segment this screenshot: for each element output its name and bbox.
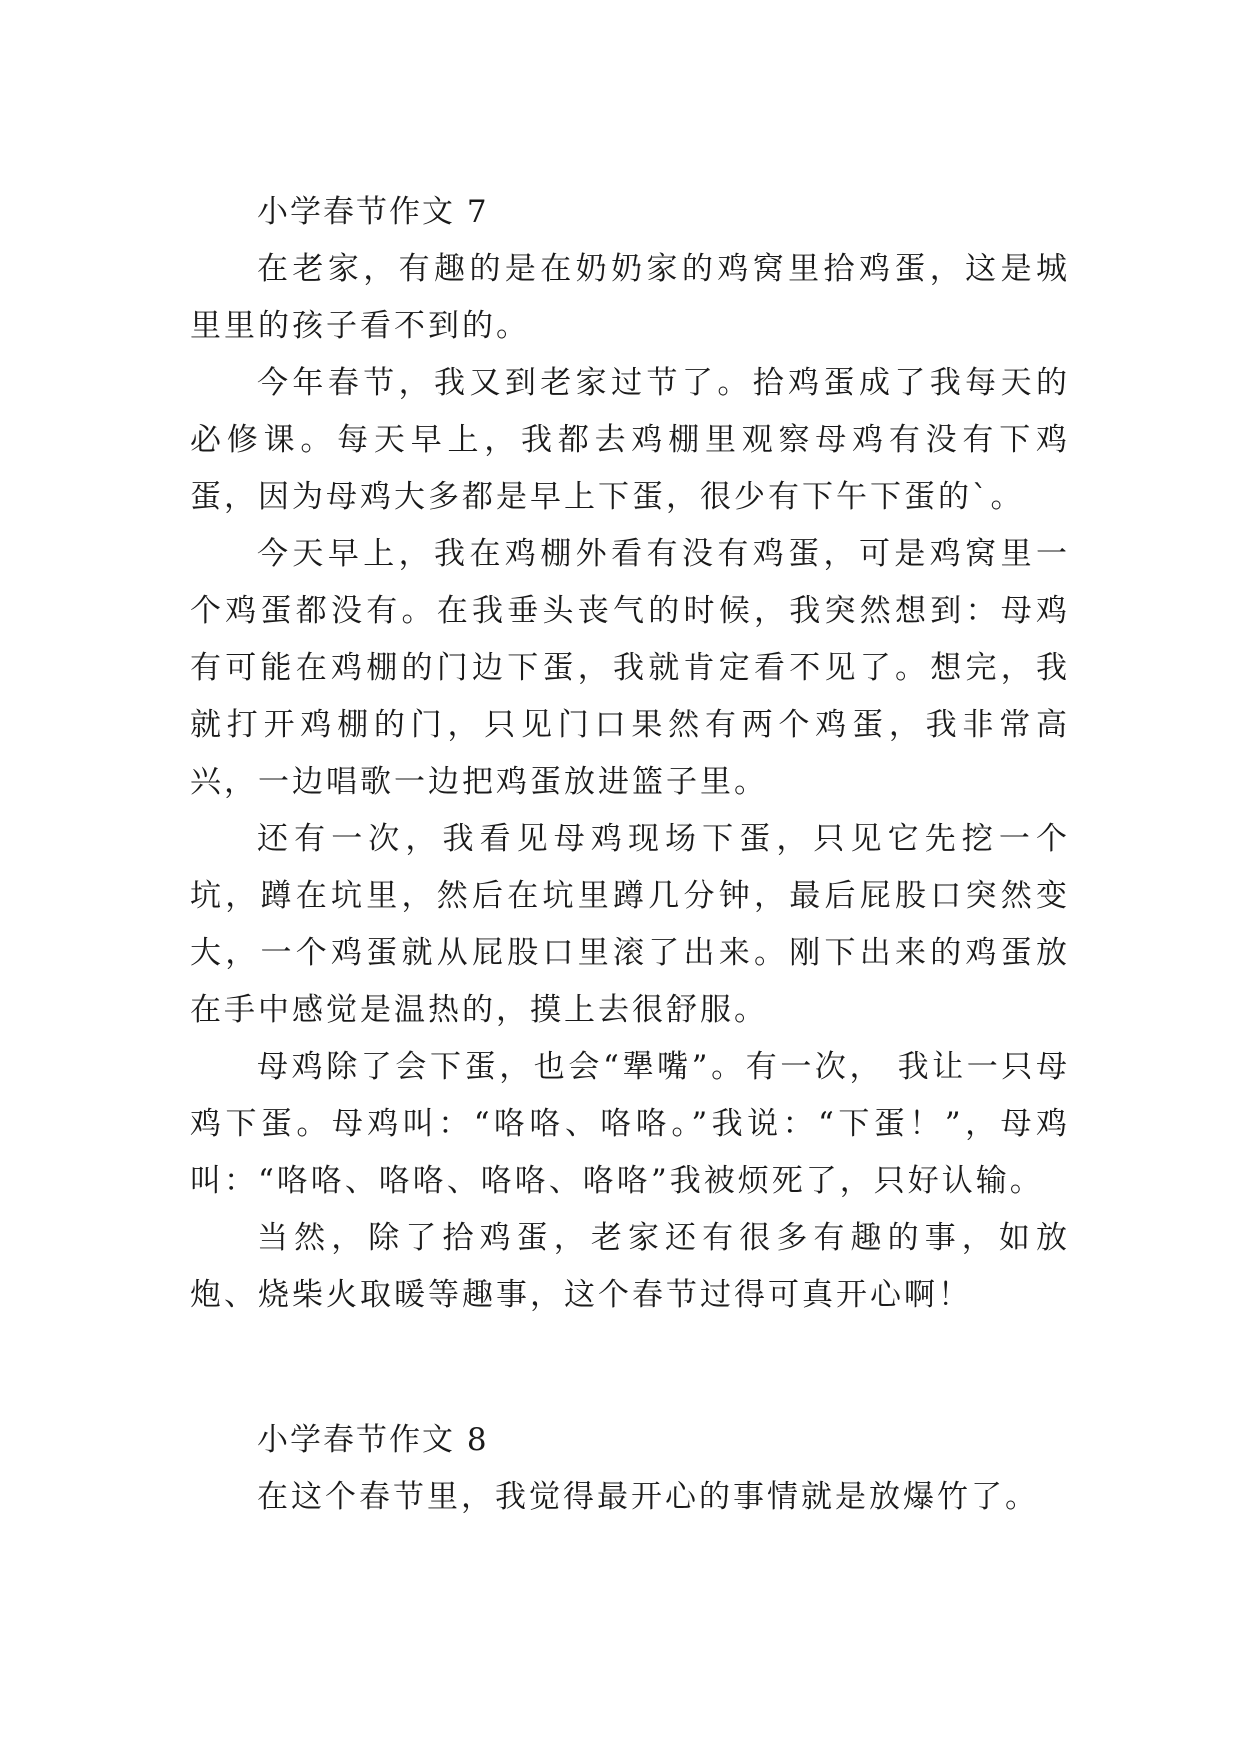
essay-paragraph: 在老家，有趣的是在奶奶家的鸡窝里拾鸡蛋，这是城里里的孩子看不到的。 — [190, 251, 1070, 344]
essay-paragraph: 母鸡除了会下蛋，也会“犟嘴”。有一次， 我让一只母鸡下蛋。母鸡叫：“咯咯、咯咯。”我说：“下蛋！”，母鸡叫：“咯咯、咯咯、咯咯、咯咯”我被烦死了，只好认输。 — [190, 1049, 1070, 1199]
essay-title: 小学春节作文 8 — [257, 1422, 489, 1458]
essay-paragraph: 当然，除了拾鸡蛋，老家还有很多有趣的事，如放炮、烧柴火取暖等趣事，这个春节过得可真开心啊！ — [190, 1220, 1070, 1313]
essay-section — [190, 1412, 1070, 1526]
essay-paragraph: 今年春节，我又到老家过节了。拾鸡蛋成了我每天的必修课。每天早上，我都去鸡棚里观察母鸡有没有下鸡蛋，因为母鸡大多都是早上下蛋，很少有下午下蛋的`。 — [190, 365, 1070, 515]
essay-paragraph: 还有一次，我看见母鸡现场下蛋，只见它先挖一个坑，蹲在坑里，然后在坑里蹲几分钟，最后屁股口突然变大，一个鸡蛋就从屁股口里滚了出来。刚下出来的鸡蛋放在手中感觉是温热的，摸上去很舒服。 — [190, 821, 1070, 1028]
essay-section — [190, 184, 1070, 1324]
essay-paragraph: 今天早上，我在鸡棚外看有没有鸡蛋，可是鸡窝里一个鸡蛋都没有。在我垂头丧气的时候，我突然想到：母鸡有可能在鸡棚的门边下蛋，我就肯定看不见了。想完，我就打开鸡棚的门，只见门口果然有两个鸡蛋，我非常高兴，一边唱歌一边把鸡蛋放进篮子里。 — [190, 536, 1070, 800]
essay-paragraph: 在这个春节里，我觉得最开心的事情就是放爆竹了。 — [257, 1479, 1039, 1515]
essay-title: 小学春节作文 7 — [257, 194, 489, 230]
